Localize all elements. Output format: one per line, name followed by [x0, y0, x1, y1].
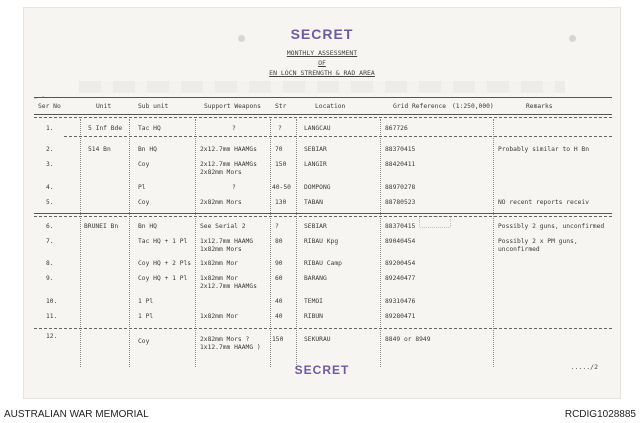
header-rule: [34, 114, 612, 115]
header-ser-no: Ser No: [38, 103, 61, 110]
archive-id: RCDIG1028885: [564, 409, 636, 420]
cell-ser: 9.: [46, 275, 54, 282]
cell-location: RIBUN: [304, 313, 323, 320]
cell-location: SEBIAR: [304, 146, 327, 153]
cell-grid: 89200454: [385, 260, 416, 267]
archive-footer: [0, 406, 640, 423]
cell-str: ?: [275, 223, 279, 230]
cell-grid: 88970278: [385, 184, 416, 191]
cell-ser: 4.: [46, 184, 54, 191]
cell-sub-unit: Coy: [138, 338, 150, 345]
cell-str: 90: [275, 260, 283, 267]
header-str: Str: [275, 103, 287, 110]
cell-weapons: ?: [232, 184, 236, 191]
cell-unit: BRUNEI Bn: [84, 223, 119, 230]
cell-weapons: ?: [232, 125, 236, 132]
cell-location: BARANG: [304, 275, 327, 282]
cell-ser: 2.: [46, 146, 54, 153]
secret-stamp-bottom: SECRET: [294, 363, 350, 377]
cell-location: LANGCAU: [304, 125, 331, 132]
secret-stamp-top: SECRET: [290, 26, 354, 42]
cell-weapons: 1x82mm Mor: [200, 313, 238, 320]
continuation-mark: ...../2: [570, 363, 598, 371]
header-scale: (1:250,000): [452, 103, 494, 110]
header-remarks: Remarks: [526, 103, 553, 110]
cell-sub-unit: Tac HQ + 1 Pl: [138, 238, 188, 245]
column-divider: [270, 119, 271, 367]
header-sub-unit: Sub unit: [138, 103, 169, 110]
cell-str: 40-50: [272, 184, 291, 191]
cell-weapons: 1x12.7mm HAAMG: [200, 238, 254, 245]
cell-unit: 514 Bn: [88, 146, 111, 153]
cell-location: TABAN: [304, 199, 323, 206]
cell-ser: 10.: [46, 298, 58, 305]
margin-mark: _ ,: [34, 92, 45, 99]
cell-remarks: Possibly 2 guns, unconfirmed: [498, 223, 605, 230]
cell-str: 80: [275, 238, 283, 245]
cell-str: 40: [275, 313, 283, 320]
cell-weapons-line-2: 2x12.7mm HAAMGs: [200, 283, 257, 290]
cell-ser: 6.: [46, 223, 54, 230]
column-divider: [380, 119, 381, 367]
cell-weapons: 2x82mm Mors ?: [200, 336, 250, 343]
cell-remarks: NO recent reports receiv: [498, 199, 589, 206]
row-rule: [64, 136, 612, 137]
cell-weapons-line-2: 1x12.7mm HAAMG ): [200, 344, 261, 351]
cell-str: 60: [275, 275, 283, 282]
cell-ser: 12.: [46, 333, 58, 340]
cell-grid: 88420411: [385, 161, 416, 168]
cell-str: 150: [272, 336, 284, 343]
cell-sub-unit: Bn HQ: [138, 146, 157, 153]
cell-ser: 1.: [46, 125, 54, 132]
section-rule-dashed: [34, 216, 612, 217]
column-divider: [296, 119, 297, 367]
cell-location: LANGIR: [304, 161, 327, 168]
show-through-text: [79, 81, 565, 93]
cell-weapons: 1x82mm Mor: [200, 275, 238, 282]
cell-sub-unit: 1 Pl: [138, 298, 154, 305]
header-unit: Unit: [96, 103, 112, 110]
cell-str: 40: [275, 298, 283, 305]
cell-sub-unit: Coy HQ + 1 Pl: [138, 275, 188, 282]
table-top-rule: [34, 97, 612, 98]
cell-remarks: Possibly 2 x PM guns,: [498, 238, 578, 245]
title-line-3: EN LOCN STRENGTH & RAD AREA: [269, 69, 375, 77]
cell-location: SEBIAR: [304, 223, 327, 230]
header-support-weapons: Support Weapons: [204, 103, 261, 110]
row-rule: [34, 328, 612, 329]
cell-ser: 11.: [46, 313, 58, 320]
column-divider: [195, 119, 196, 367]
title-line-1: MONTHLY ASSESSMENT: [286, 49, 358, 57]
cell-grid: 88370415: [385, 146, 416, 153]
cell-grid: 89310476: [385, 298, 416, 305]
cell-sub-unit: 1 Pl: [138, 313, 154, 320]
cell-ser: 5.: [46, 199, 54, 206]
cell-location: TEMOI: [304, 298, 323, 305]
cell-grid: 89240477: [385, 275, 416, 282]
cell-sub-unit: Coy HQ + 2 Pls: [138, 260, 192, 267]
section-rule: [34, 213, 612, 214]
cell-location: RIBAU Camp: [304, 260, 342, 267]
column-divider: [129, 119, 130, 367]
cell-grid: 89280471: [385, 313, 416, 320]
cell-sub-unit: Pl: [138, 184, 146, 191]
cell-remarks-line-2: unconfirmed: [498, 246, 540, 253]
cell-weapons: See Serial 2: [200, 223, 246, 230]
cell-weapons: 1x82mm Mor: [200, 260, 238, 267]
cell-str: ?: [278, 125, 282, 132]
cell-grid: 867726: [385, 125, 408, 132]
column-divider: [493, 119, 494, 367]
cell-grid: 88370415: [385, 223, 416, 230]
cell-weapons-line-2: 2x82mm Mors: [200, 169, 242, 176]
cell-str: 130: [275, 199, 287, 206]
cell-grid: 89040454: [385, 238, 416, 245]
cell-weapons-line-2: 1x82mm Mors: [200, 246, 242, 253]
cell-ser: 3.: [46, 161, 54, 168]
cell-grid: 88780523: [385, 199, 416, 206]
header-grid-reference: Grid Reference: [393, 103, 447, 110]
cell-str: 150: [275, 161, 287, 168]
cell-sub-unit: Tac HQ: [138, 125, 161, 132]
cell-remarks: Probably similar to H Bn: [498, 146, 589, 153]
header-rule-dashed: [34, 117, 612, 118]
cell-weapons: 2x82mm Mors: [200, 199, 242, 206]
cell-sub-unit: Bn HQ: [138, 223, 157, 230]
cell-str: 70: [275, 146, 283, 153]
cell-location: RIBAU Kpg: [304, 238, 339, 245]
archive-name: AUSTRALIAN WAR MEMORIAL: [4, 409, 149, 420]
cell-ser: 7.: [46, 238, 54, 245]
cell-weapons: 2x12.7mm HAAMGs: [200, 146, 257, 153]
cell-location: SEKURAU: [304, 336, 331, 343]
cell-sub-unit: Coy: [138, 161, 150, 168]
title-line-2: OF: [318, 59, 326, 67]
document-page: [24, 8, 620, 398]
ink-mark: [419, 216, 451, 228]
cell-sub-unit: Coy: [138, 199, 150, 206]
cell-ser: 8.: [46, 260, 54, 267]
header-location: Location: [315, 103, 346, 110]
cell-location: DOMPONG: [304, 184, 331, 191]
column-divider: [80, 119, 81, 367]
cell-unit: 5 Inf Bde: [88, 125, 123, 132]
cell-grid: 8849 or 8949: [385, 336, 431, 343]
cell-weapons: 2x12.7mm HAAMGs: [200, 161, 257, 168]
